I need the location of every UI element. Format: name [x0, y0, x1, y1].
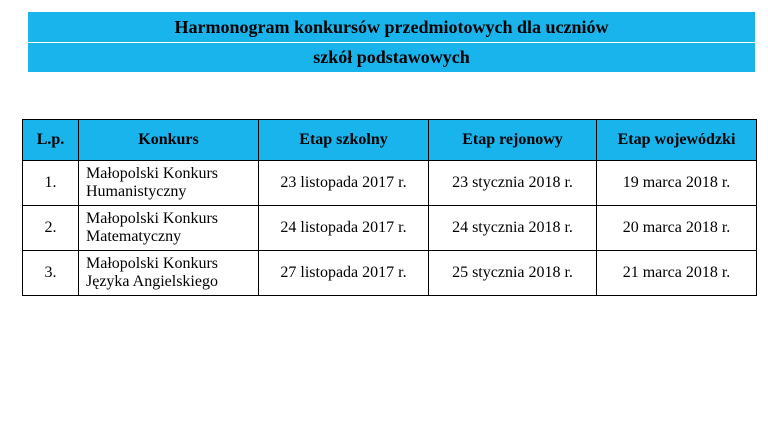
- contest-name-line-2: Języka Angielskiego: [86, 273, 218, 290]
- page-title-line-1: Harmonogram konkursów przedmiotowych dla uczniów: [174, 17, 609, 37]
- regional-stage-date: 24 stycznia 2018 r.: [429, 206, 597, 251]
- table-row: [23, 206, 757, 251]
- header-regional-stage: Etap rejonowy: [429, 120, 597, 161]
- contest-name-line-2: Humanistyczny: [86, 183, 187, 200]
- school-stage-date: 27 listopada 2017 r.: [259, 251, 429, 296]
- school-stage-date: 24 listopada 2017 r.: [259, 206, 429, 251]
- row-number: 1.: [23, 161, 79, 206]
- header-school-stage: Etap szkolny: [259, 120, 429, 161]
- voivodeship-stage-date: 20 marca 2018 r.: [597, 206, 757, 251]
- title-banner: [28, 12, 755, 72]
- voivodeship-stage-date: 19 marca 2018 r.: [597, 161, 757, 206]
- table-row: [23, 161, 757, 206]
- row-number: 3.: [23, 251, 79, 296]
- contest-name-line-1: Małopolski Konkurs: [86, 210, 218, 227]
- voivodeship-stage-date: 21 marca 2018 r.: [597, 251, 757, 296]
- contest-name: [79, 206, 259, 251]
- contest-name-line-1: Małopolski Konkurs: [86, 165, 218, 182]
- schedule-table: [22, 119, 757, 296]
- contest-name-line-1: Małopolski Konkurs: [86, 255, 218, 272]
- header-contest: Konkurs: [79, 120, 259, 161]
- page-title-line-2: szkół podstawowych: [313, 47, 470, 67]
- table-body: [23, 161, 757, 296]
- contest-name: [79, 251, 259, 296]
- school-stage-date: 23 listopada 2017 r.: [259, 161, 429, 206]
- row-number: 2.: [23, 206, 79, 251]
- title-divider: [28, 42, 755, 43]
- table-row: [23, 251, 757, 296]
- header-lp: L.p.: [23, 120, 79, 161]
- header-voivodeship-stage: Etap wojewódzki: [597, 120, 757, 161]
- table-header: [23, 120, 757, 161]
- header-row: [23, 120, 757, 161]
- contest-name-line-2: Matematyczny: [86, 228, 182, 245]
- contest-name: [79, 161, 259, 206]
- regional-stage-date: 25 stycznia 2018 r.: [429, 251, 597, 296]
- regional-stage-date: 23 stycznia 2018 r.: [429, 161, 597, 206]
